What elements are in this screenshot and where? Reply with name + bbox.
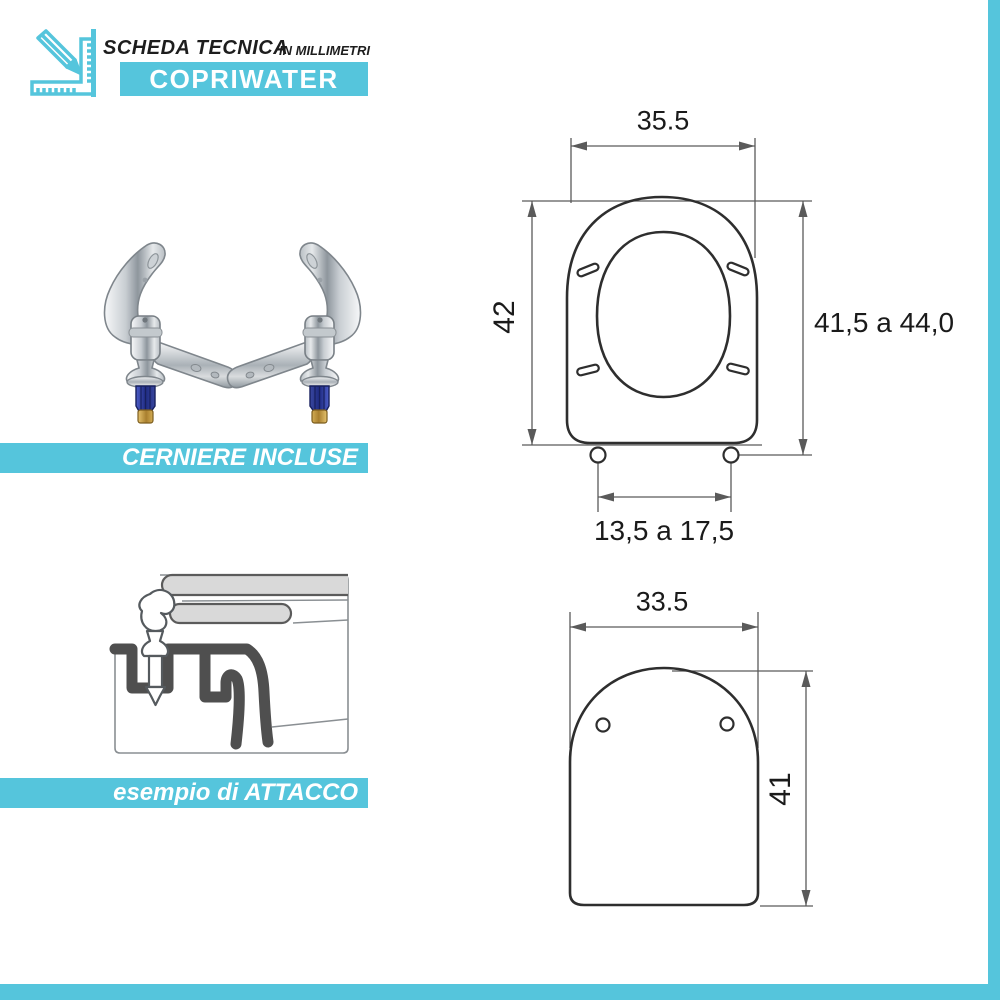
attachment-banner: esempio di ATTACCO bbox=[0, 778, 368, 808]
hinge-hole-left bbox=[591, 448, 606, 463]
page-border-right bbox=[988, 0, 1000, 1000]
lid-hole-right bbox=[721, 718, 734, 731]
dimension-arrows bbox=[528, 142, 808, 502]
hinges-banner: CERNIERE INCLUSE bbox=[0, 443, 368, 473]
dim-seat-height-left: 42 bbox=[488, 300, 521, 334]
hinges-photo bbox=[85, 218, 380, 443]
hinge-hole-right bbox=[724, 448, 739, 463]
lid-view-drawing bbox=[540, 585, 980, 930]
lid-hole-left bbox=[597, 719, 610, 732]
dim-seat-width: 35.5 bbox=[636, 105, 690, 136]
dim-hinge-spacing: 13,5 a 17,5 bbox=[593, 515, 735, 546]
sheet-title: SCHEDA TECNICA bbox=[103, 37, 289, 59]
dim-lid-height: 41 bbox=[764, 772, 797, 806]
lid-outline bbox=[570, 668, 758, 905]
dim-lid-width: 33.5 bbox=[635, 586, 689, 617]
dimension-lines bbox=[522, 138, 812, 512]
lid-section bbox=[162, 575, 348, 595]
units-label: IN MILLIMETRI bbox=[279, 43, 370, 58]
seat-section bbox=[170, 604, 291, 623]
pencil-ruler-icon bbox=[28, 27, 96, 101]
ceramic-profile bbox=[115, 649, 268, 744]
product-banner: COPRIWATER bbox=[120, 62, 368, 96]
dimension-lines bbox=[570, 612, 813, 906]
dim-seat-height-right: 41,5 a 44,0 bbox=[813, 307, 955, 338]
dimension-arrows bbox=[570, 623, 811, 907]
seat-outline bbox=[567, 197, 757, 443]
seat-opening bbox=[597, 232, 730, 397]
header-divider bbox=[91, 29, 96, 97]
attachment-example-drawing bbox=[105, 550, 360, 770]
page-border-bottom bbox=[0, 984, 1000, 1000]
